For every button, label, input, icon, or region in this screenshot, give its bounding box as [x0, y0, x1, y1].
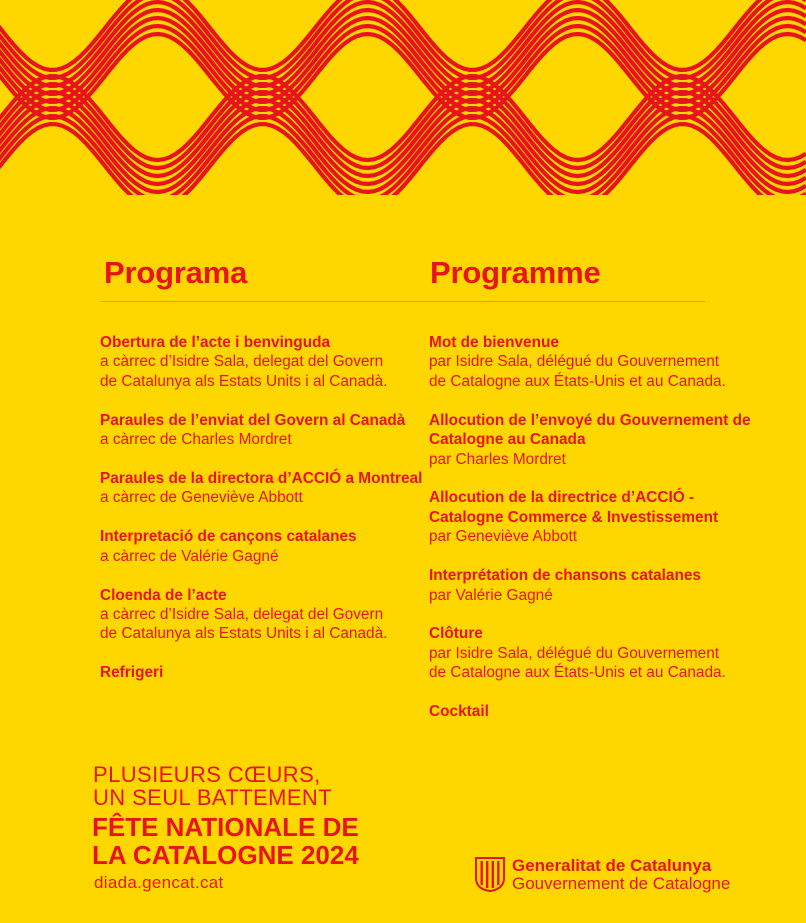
program-item-title: Interpretació de cançons catalanes [100, 528, 357, 546]
heading-divider [101, 301, 705, 302]
program-item-refreshments-ca [100, 663, 430, 682]
org-name: Generalitat de Catalunya [512, 856, 712, 875]
program-item-desc: a càrrec de Geneviève Abbott [100, 489, 303, 507]
program-item-desc: a càrrec d’Isidre Sala, delegat del Govern de Catalunya als Estats Units i al Canadà. [100, 353, 388, 390]
woven-stripes-banner [0, 0, 806, 195]
program-item-envoy-ca [100, 411, 430, 450]
senyera-logo-icon [473, 856, 507, 892]
program-item-songs-fr [429, 566, 769, 605]
heading-programme: Programme [430, 255, 601, 290]
program-item-title: Allocution de l’envoyé du Gouvernement de Catalogne au Canada [429, 411, 751, 449]
program-item-desc: a càrrec d’Isidre Sala, delegat del Govern de Catalunya als Estats Units i al Canadà. [100, 606, 388, 643]
program-item-desc: a càrrec de Charles Mordret [100, 431, 292, 449]
program-item-closing-fr [429, 624, 769, 682]
website-link[interactable]: diada.gencat.cat [94, 873, 224, 892]
program-item-envoy-fr [429, 411, 769, 469]
program-item-desc: par Geneviève Abbott [429, 528, 578, 546]
program-item-desc: par Isidre Sala, délégué du Gouvernement de Catalogne aux États-Unis et au Canada. [429, 353, 726, 390]
organization-name [512, 857, 730, 893]
program-item-desc: par Charles Mordret [429, 450, 566, 468]
program-item-desc: a càrrec de Valérie Gagné [100, 547, 279, 565]
org-subtitle: Gouvernement de Catalogne [512, 874, 731, 893]
program-item-title: Paraules de la directora d’ACCIÓ a Montreal [100, 470, 423, 488]
program-item-title: Mot de bienvenue [429, 334, 559, 351]
program-item-songs-ca [100, 527, 430, 566]
program-item-desc: par Valérie Gagné [429, 586, 553, 604]
program-item-title: Cocktail [429, 703, 489, 721]
program-item-title: Cloenda de l’acte [100, 586, 227, 604]
heading-programa: Programa [104, 255, 248, 290]
slogan: PLUSIEURS CŒURS, UN SEUL BATTEMENT [93, 762, 333, 810]
program-item-title: Paraules de l’enviat del Govern al Canadà [100, 411, 406, 429]
program-item-title: Refrigeri [100, 664, 164, 682]
event-title: FÊTE NATIONALE DE LA CATALOGNE 2024 [92, 812, 359, 870]
program-item-director-ca [100, 469, 430, 508]
programme-list-fr [429, 333, 769, 741]
program-item-title: Allocution de la directrice d’ACCIÓ - Catalogne Commerce & Investissement [429, 489, 719, 526]
program-item-opening-ca [100, 333, 430, 391]
programa-list-ca [100, 333, 430, 702]
program-item-title: Clôture [429, 625, 483, 643]
program-item-closing-ca [100, 586, 430, 644]
program-item-desc: par Isidre Sala, délégué du Gouvernement de Catalogne aux États-Unis et au Canada. [429, 644, 726, 682]
program-item-opening-fr [429, 333, 769, 391]
program-item-director-fr [429, 488, 769, 546]
program-item-title: Interprétation de chansons catalanes [429, 567, 701, 585]
program-item-title: Obertura de l’acte i benvinguda [100, 334, 331, 351]
program-item-cocktail-fr [429, 702, 769, 721]
